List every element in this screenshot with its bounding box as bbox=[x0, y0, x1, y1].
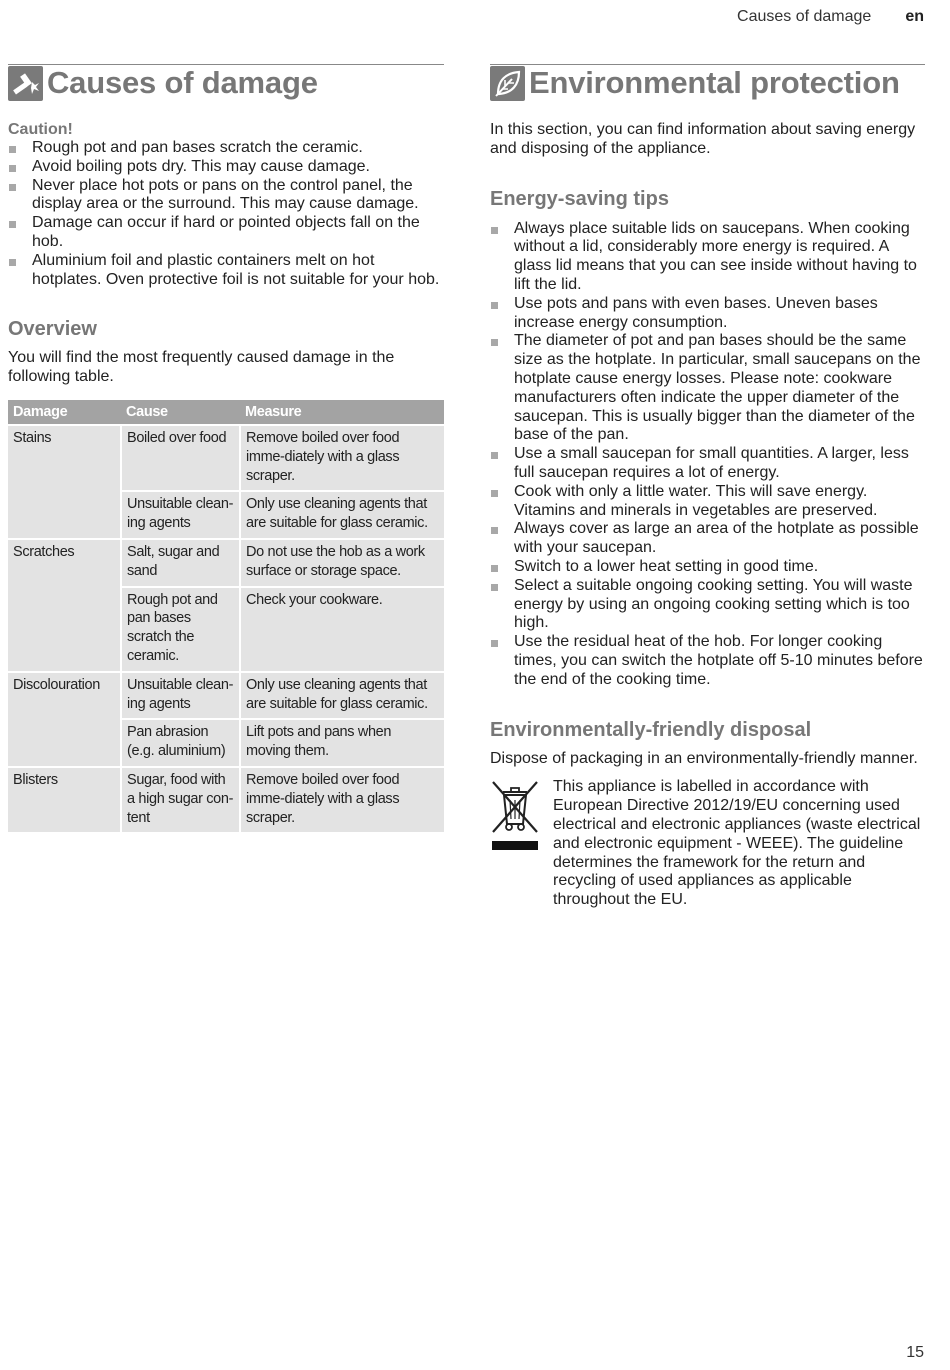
measure-cell: Remove boiled over food imme-diately with a glass scraper. bbox=[240, 767, 444, 833]
cause-cell: Rough pot and pan bases scratch the ceramic. bbox=[121, 587, 240, 672]
measure-cell: Check your cookware. bbox=[240, 587, 444, 672]
list-item: Always place suitable lids on saucepans. When cooking without a lid, considerably more energy is required. A glass lid means that you can see inside without having to lift the lid. bbox=[490, 220, 925, 295]
caution-list bbox=[8, 139, 444, 289]
measure-cell: Lift pots and pans when moving them. bbox=[240, 719, 444, 767]
damage-cell: Discolouration bbox=[8, 672, 121, 767]
page-title: Environmental protection bbox=[529, 65, 900, 100]
right-column bbox=[490, 64, 925, 910]
list-item: Cook with only a little water. This will save energy. Vitamins and minerals in vegetables are preserved. bbox=[490, 483, 925, 521]
table-header-row bbox=[8, 400, 444, 425]
disposal-text: Dispose of packaging in an environmentally-friendly manner. bbox=[490, 749, 918, 767]
caution-label: Caution! bbox=[8, 121, 73, 138]
list-item: Use pots and pans with even bases. Uneven bases increase energy consumption. bbox=[490, 295, 925, 333]
list-item: Rough pot and pan bases scratch the ceramic. bbox=[8, 139, 444, 158]
list-item: Select a suitable ongoing cooking setting. You will waste energy by using an ongoing cooking setting which is too high. bbox=[490, 577, 925, 633]
cause-cell: Unsuitable clean-ing agents bbox=[121, 491, 240, 539]
measure-cell: Only use cleaning agents that are suitable for glass ceramic. bbox=[240, 491, 444, 539]
measure-cell: Only use cleaning agents that are suitable for glass ceramic. bbox=[240, 672, 444, 720]
list-item: Use a small saucepan for small quantities. A larger, less full saucepan requires a lot of energy. bbox=[490, 445, 925, 483]
cause-cell: Pan abrasion (e.g. aluminium) bbox=[121, 719, 240, 767]
language-code: en bbox=[905, 8, 924, 25]
hammer-damage-icon bbox=[8, 66, 43, 101]
table-row bbox=[8, 767, 444, 833]
list-item: Avoid boiling pots dry. This may cause damage. bbox=[8, 158, 444, 177]
damage-cell: Scratches bbox=[8, 539, 121, 672]
disposal-heading: Environmentally-friendly disposal bbox=[490, 718, 812, 741]
list-item: Damage can occur if hard or pointed objects fall on the hob. bbox=[8, 214, 444, 252]
running-header bbox=[737, 8, 924, 26]
measure-cell: Do not use the hob as a work surface or storage space. bbox=[240, 539, 444, 587]
list-item: Never place hot pots or pans on the control panel, the display area or the surround. This may cause damage. bbox=[8, 177, 444, 215]
crossed-out-wheelie-bin-icon bbox=[490, 778, 542, 910]
cause-cell: Sugar, food with a high sugar con-tent bbox=[121, 767, 240, 833]
damage-table bbox=[8, 400, 444, 834]
damage-cell: Stains bbox=[8, 425, 121, 539]
list-item: Aluminium foil and plastic containers melt on hot hotplates. Oven protective foil is not suitable for your hob. bbox=[8, 252, 444, 290]
running-header-section: Causes of damage bbox=[737, 8, 872, 25]
page-number: 15 bbox=[906, 1344, 924, 1361]
column-header-measure: Measure bbox=[240, 400, 444, 425]
column-header-damage: Damage bbox=[8, 400, 121, 425]
weee-text: This appliance is labelled in accordance with European Directive 2012/19/EU concerning used electrical and electronic appliances (waste electrical and electronic equipment - WEEE). The guideline determines the framework for the return and recycling of used appliances as applicable throughout the EU. bbox=[553, 778, 921, 909]
overview-heading: Overview bbox=[8, 318, 97, 341]
cause-cell: Salt, sugar and sand bbox=[121, 539, 240, 587]
list-item: Always cover as large an area of the hotplate as possible with your saucepan. bbox=[490, 520, 925, 558]
weee-notice bbox=[490, 778, 925, 910]
table-row bbox=[8, 539, 444, 587]
leaf-icon bbox=[490, 66, 525, 101]
damage-cell: Blisters bbox=[8, 767, 121, 833]
causes-of-damage-heading bbox=[8, 64, 444, 110]
list-item: The diameter of pot and pan bases should be the same size as the hotplate. In particular, small saucepans on the hotplate cause energy losses. Please note: cookware manufacturers often indicate the upper diameter of the saucepan. This is usually bigger than the diameter of the base of the pan. bbox=[490, 332, 925, 445]
environmental-protection-heading bbox=[490, 64, 925, 110]
cause-cell: Boiled over food bbox=[121, 425, 240, 491]
table-row bbox=[8, 425, 444, 491]
list-item: Use the residual heat of the hob. For longer cooking times, you can switch the hotplate off 5-10 minutes before the end of the cooking time. bbox=[490, 633, 925, 689]
overview-text: You will find the most frequently caused damage in the following table. bbox=[8, 349, 395, 386]
list-item: Switch to a lower heat setting in good time. bbox=[490, 558, 925, 577]
intro-text: In this section, you can find information about saving energy and disposing of the appliance. bbox=[490, 121, 916, 157]
cause-cell: Unsuitable clean-ing agents bbox=[121, 672, 240, 720]
energy-tips-list bbox=[490, 220, 925, 690]
column-header-cause: Cause bbox=[121, 400, 240, 425]
table-row bbox=[8, 672, 444, 720]
measure-cell: Remove boiled over food imme-diately with a glass scraper. bbox=[240, 425, 444, 491]
energy-saving-heading: Energy-saving tips bbox=[490, 187, 669, 210]
left-column bbox=[8, 64, 444, 834]
page-title: Causes of damage bbox=[47, 65, 318, 100]
